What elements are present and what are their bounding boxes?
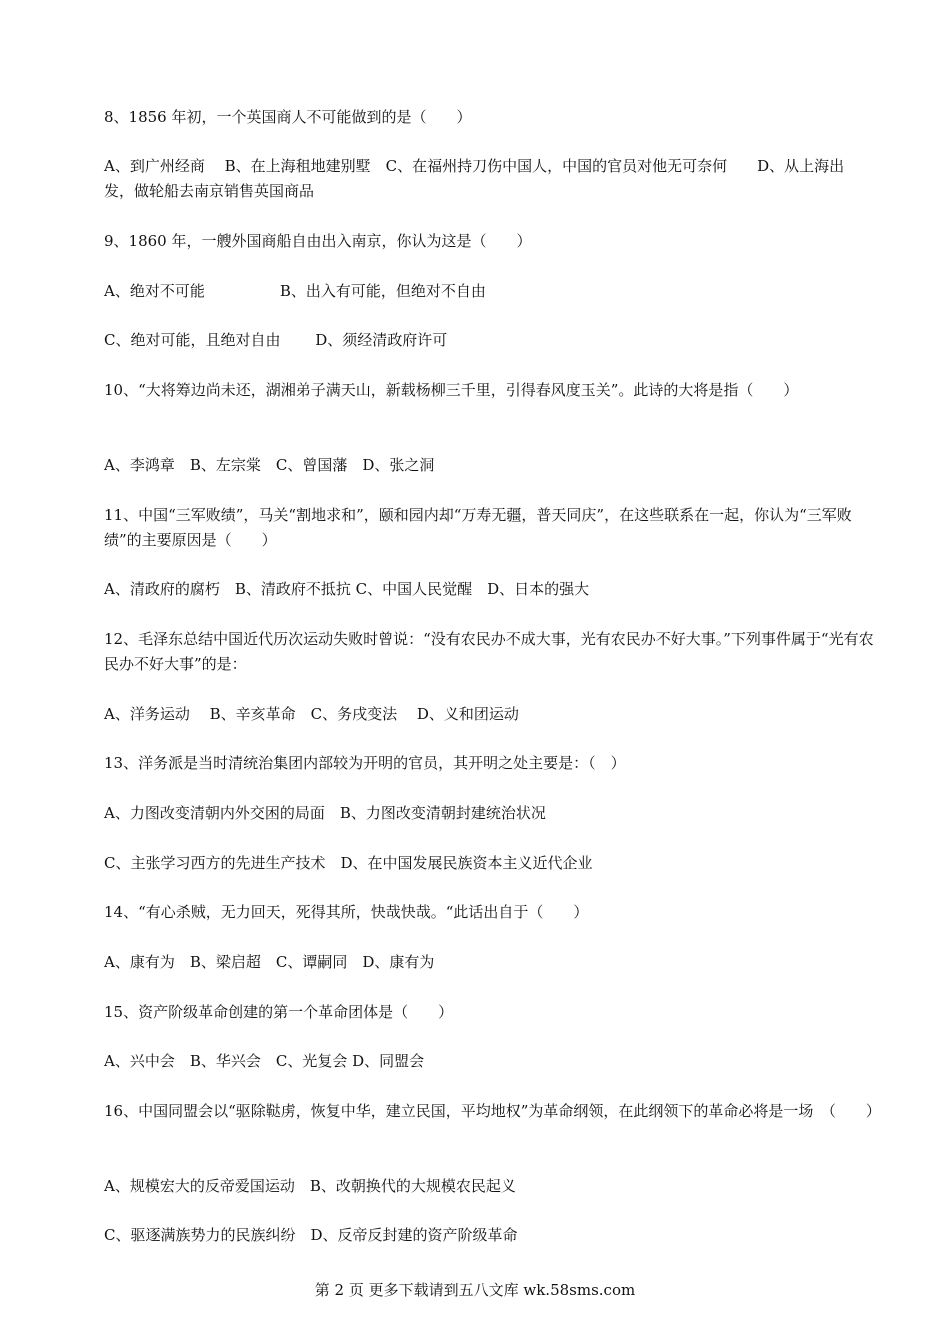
question-13-options-cd: C、主张学习西方的先进生产技术 D、在中国发展民族资本主义近代企业: [104, 854, 593, 872]
question-13-options-ab: A、力图改变清朝内外交困的局面 B、力图改变清朝封建统治状况: [104, 804, 546, 822]
question-8-options: A、到广州经商 B、在上海租地建别墅 C、在福州持刀伤中国人，中国的官员对他无可奈何 D、从上海出发，做轮船去南京销售英国商品: [104, 157, 845, 200]
page-footer: 第 2 页 更多下载请到五八文库 wk.58sms.com: [314, 1281, 636, 1299]
question-15-options: A、兴中会 B、华兴会 C、光复会 D、同盟会: [104, 1052, 425, 1070]
question-16-options-cd: C、驱逐满族势力的民族纠纷 D、反帝反封建的资产阶级革命: [104, 1226, 518, 1244]
question-9-options-cd: C、绝对可能，且绝对自由 D、须经清政府许可: [104, 331, 448, 349]
question-12-options: A、洋务运动 B、辛亥革命 C、务戌变法 D、义和团运动: [104, 705, 519, 723]
question-16-options-ab: A、规模宏大的反帝爱国运动 B、改朝换代的大规模农民起义: [104, 1177, 516, 1195]
question-11-stem: 11、中国“三军败绩”，马关“割地求和”，颐和园内却“万寿无疆，普天同庆”，在这些联系在一起，你认为“三军败绩”的主要原因是（ ）: [104, 506, 852, 549]
question-8-stem: 8、1856 年初，一个英国商人不可能做到的是（ ）: [104, 108, 472, 126]
question-12-stem: 12、毛泽东总结中国近代历次运动失败时曾说：“没有农民办不成大事，光有农民办不好大事。”下列事件属于“光有农民办不好大事”的是：: [104, 630, 874, 673]
question-13-stem: 13、洋务派是当时清统治集团内部较为开明的官员，其开明之处主要是：（ ）: [104, 754, 626, 772]
question-10-options: A、李鸿章 B、左宗棠 C、曾国藩 D、张之洞: [104, 456, 435, 474]
question-9-options-ab: A、绝对不可能 B、出入有可能，但绝对不自由: [104, 282, 486, 300]
question-15-stem: 15、资产阶级革命创建的第一个革命团体是（ ）: [104, 1003, 454, 1021]
question-9-stem: 9、1860 年，一艘外国商船自由出入南京，你认为这是（ ）: [104, 232, 532, 250]
question-16-stem: 16、中国同盟会以“驱除鞑虏，恢复中华，建立民国，平均地权”为革命纲领，在此纲领下的革命必将是一场 （ ）: [104, 1102, 881, 1120]
question-11-options: A、清政府的腐朽 B、清政府不抵抗 C、中国人民觉醒 D、日本的强大: [104, 580, 590, 598]
question-10-stem: 10、“大将筹边尚未还，湖湘弟子满天山，新载杨柳三千里，引得春风度玉关”。此诗的大将是指（ ）: [104, 381, 799, 399]
question-14-options: A、康有为 B、梁启超 C、谭嗣同 D、康有为: [104, 953, 435, 971]
question-14-stem: 14、“有心杀贼，无力回天，死得其所，快哉快哉。“此话出自于（ ）: [104, 903, 589, 921]
